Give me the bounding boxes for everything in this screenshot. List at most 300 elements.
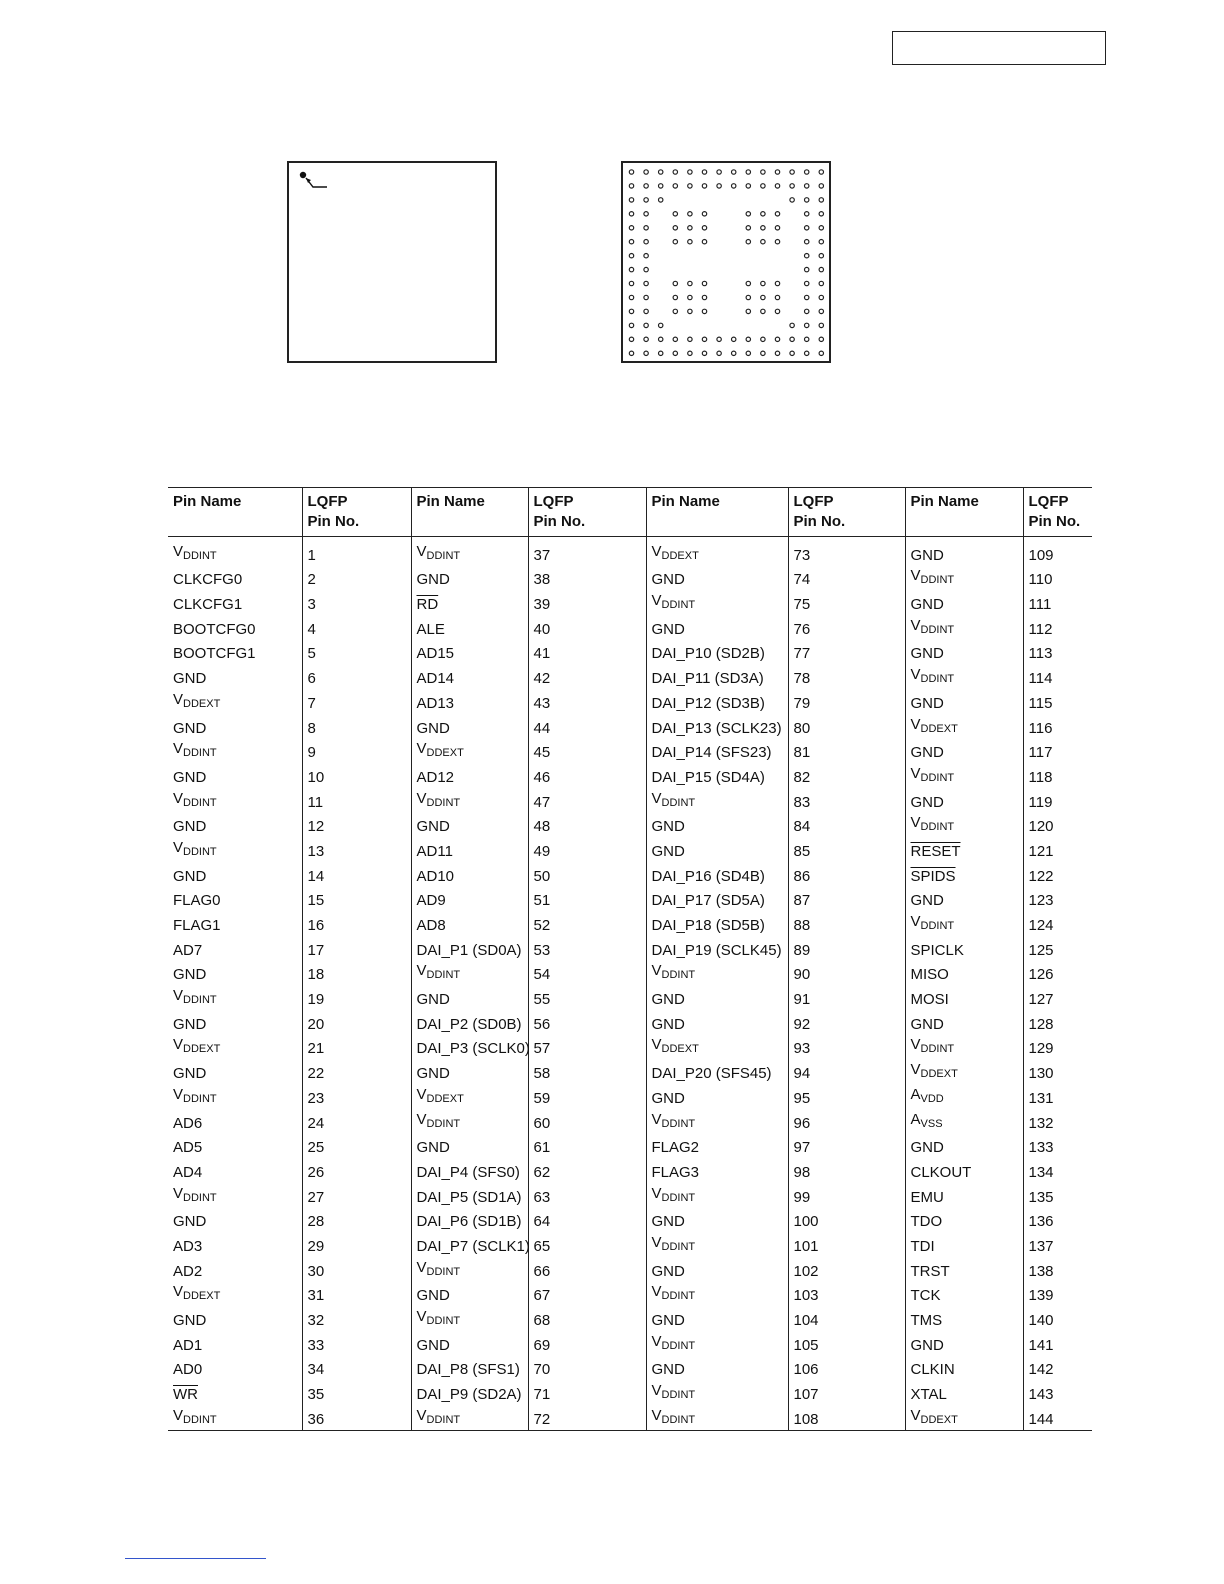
- pin-name-cell: $V_{DDINT}$: [173, 1184, 217, 1204]
- ball: [644, 323, 648, 327]
- pin-name-cell: AD7: [173, 941, 203, 959]
- ball: [790, 351, 794, 355]
- pin-number-cell: 36: [302, 1405, 411, 1430]
- table-row: [168, 763, 1092, 788]
- pin-name-cell: $A_{VSS}$: [905, 1109, 1023, 1134]
- pin-number-cell: 137: [1023, 1232, 1092, 1257]
- table-row: [168, 1134, 1092, 1159]
- table-row: [168, 788, 1092, 813]
- ball: [659, 337, 663, 341]
- pin-name-cell: GND: [905, 640, 1023, 665]
- pin-number-cell: 139: [1023, 1282, 1092, 1307]
- ball: [673, 295, 677, 299]
- pin-number-cell: 91: [788, 985, 905, 1010]
- pin-number-cell: 112: [1023, 615, 1092, 640]
- ball: [644, 267, 648, 271]
- pin-name-cell: AD6: [173, 1114, 203, 1132]
- pin-number-cell: 31: [302, 1282, 411, 1307]
- ball: [629, 281, 633, 285]
- pin-name-cell: $V_{DDINT}$: [646, 1331, 788, 1356]
- pin-number-cell: 56: [528, 1010, 646, 1035]
- pin-name-cell: $V_{DDEXT}$: [646, 537, 788, 566]
- ball: [775, 337, 779, 341]
- pin-number-cell: 73: [788, 537, 905, 566]
- pin-number-cell: 11: [302, 788, 411, 813]
- pin-number-cell: 26: [302, 1158, 411, 1183]
- pin-name-cell: $V_{DDINT}$: [411, 788, 528, 813]
- pin-name-cell: XTAL: [905, 1380, 1023, 1405]
- ball: [644, 281, 648, 285]
- pin-name-cell: FLAG1: [173, 917, 221, 934]
- pin-name-cell: $V_{DDINT}$: [646, 1380, 788, 1405]
- pin-number-cell: 121: [1023, 837, 1092, 862]
- pin-name-cell: CLKOUT: [905, 1158, 1023, 1183]
- ball: [644, 351, 648, 355]
- pin-name-cell: GND: [411, 985, 528, 1010]
- table-row: [168, 1405, 1092, 1430]
- pin-number-cell: 52: [528, 911, 646, 936]
- table-row: [168, 1208, 1092, 1233]
- ball: [644, 226, 648, 230]
- pin-name-cell: GND: [173, 670, 207, 688]
- pin-number-cell: 125: [1023, 936, 1092, 961]
- ball: [673, 170, 677, 174]
- table-row: [168, 1356, 1092, 1381]
- pin-number-cell: 32: [302, 1306, 411, 1331]
- pin-name-cell: AD15: [411, 640, 528, 665]
- pin-name-cell: $V_{DDEXT}$: [646, 1035, 788, 1060]
- pin-name-cell: AD12: [411, 763, 528, 788]
- ball: [790, 184, 794, 188]
- ball: [629, 254, 633, 258]
- ball: [732, 351, 736, 355]
- ball: [732, 337, 736, 341]
- ball: [805, 351, 809, 355]
- table-row: [168, 1380, 1092, 1405]
- pin-number-cell: 107: [788, 1380, 905, 1405]
- pin-name-cell: $V_{DDINT}$: [411, 1405, 528, 1430]
- header-line2: Pin No.: [307, 513, 360, 530]
- header-line1: LQFP: [307, 493, 348, 510]
- pin-name-cell: GND: [905, 537, 1023, 566]
- pin-name-cell: $V_{DDINT}$: [411, 1257, 528, 1282]
- ball: [688, 295, 692, 299]
- ball: [702, 240, 706, 244]
- table-row: [168, 566, 1092, 591]
- pin-number-cell: 87: [788, 887, 905, 912]
- table-row: [168, 714, 1092, 739]
- pin-number-cell: 3: [302, 590, 411, 615]
- pin-name-cell: $V_{DDINT}$: [411, 1109, 528, 1134]
- table-row: [168, 862, 1092, 887]
- pin-number-cell: 20: [302, 1010, 411, 1035]
- table-row: [168, 961, 1092, 986]
- pin-name-cell: GND: [173, 966, 207, 984]
- pin-name-cell: RESET: [905, 837, 1023, 862]
- pin-number-cell: 131: [1023, 1084, 1092, 1109]
- pin-name-cell: $V_{DDINT}$: [173, 987, 217, 1007]
- ball: [644, 184, 648, 188]
- pin-number-cell: 103: [788, 1282, 905, 1307]
- pin-name-cell: DAI_P17 (SD5A): [646, 887, 788, 912]
- pin-name-cell: DAI_P4 (SFS0): [411, 1158, 528, 1183]
- pin-name-cell: GND: [411, 1134, 528, 1159]
- pin-number-cell: 96: [788, 1109, 905, 1134]
- pin-name-cell: GND: [173, 1312, 207, 1329]
- table-row: [168, 813, 1092, 838]
- ball: [819, 267, 823, 271]
- pin-name-cell: GND: [905, 590, 1023, 615]
- table-row: [168, 1331, 1092, 1356]
- table-row: [168, 911, 1092, 936]
- pin-name-cell: $V_{DDEXT}$: [173, 1283, 221, 1303]
- ball: [702, 226, 706, 230]
- ball: [790, 198, 794, 202]
- pin-number-cell: 54: [528, 961, 646, 986]
- pin-number-cell: 50: [528, 862, 646, 887]
- ball: [688, 184, 692, 188]
- ball: [775, 351, 779, 355]
- pin-name-cell: BOOTCFG0: [173, 620, 256, 638]
- pin-name-cell: GND: [646, 1257, 788, 1282]
- pin-name-cell: $V_{DDINT}$: [173, 542, 217, 562]
- pin-name-cell: EMU: [905, 1183, 1023, 1208]
- pin-name-cell: DAI_P7 (SCLK1): [411, 1232, 528, 1257]
- pin-number-cell: 130: [1023, 1059, 1092, 1084]
- ball: [819, 226, 823, 230]
- col-header-pin-name: [646, 488, 788, 537]
- pin-name-cell: FLAG3: [646, 1158, 788, 1183]
- pin-number-cell: 134: [1023, 1158, 1092, 1183]
- ball: [746, 240, 750, 244]
- pin-number-cell: 78: [788, 664, 905, 689]
- table-row: [168, 887, 1092, 912]
- pin-number-cell: 23: [302, 1084, 411, 1109]
- table-row: [168, 1059, 1092, 1084]
- pin-number-cell: 65: [528, 1232, 646, 1257]
- ball: [629, 226, 633, 230]
- col-header-lqfp-pin-no: [528, 488, 646, 537]
- bga-package-diagram: [621, 161, 831, 363]
- pin-name-cell: GND: [173, 719, 207, 737]
- ball: [629, 198, 633, 202]
- col-header-pin-name: [168, 488, 302, 537]
- pin-name-cell: TMS: [905, 1306, 1023, 1331]
- ball: [702, 351, 706, 355]
- pin-name-cell: GND: [411, 1059, 528, 1084]
- pin-name-cell: CLKIN: [905, 1356, 1023, 1381]
- pin-name-cell: $V_{DDINT}$: [646, 1109, 788, 1134]
- pin-name-cell: $V_{DDEXT}$: [411, 739, 528, 764]
- pin-name-cell: GND: [173, 1213, 207, 1231]
- footer-link-rule: [125, 1558, 266, 1559]
- pin-number-cell: 83: [788, 788, 905, 813]
- pin-number-cell: 120: [1023, 813, 1092, 838]
- ball: [629, 351, 633, 355]
- pin-number-cell: 144: [1023, 1405, 1092, 1430]
- pin-name-cell: GND: [905, 689, 1023, 714]
- ball: [746, 226, 750, 230]
- ball: [805, 267, 809, 271]
- ball: [659, 198, 663, 202]
- pin-name-cell: $\overline{WR}$: [173, 1386, 198, 1404]
- pin-number-cell: 58: [528, 1059, 646, 1084]
- pin-number-cell: 64: [528, 1208, 646, 1233]
- ball: [819, 184, 823, 188]
- pin-number-cell: 100: [788, 1208, 905, 1233]
- pin-number-cell: 21: [302, 1035, 411, 1060]
- pin-name-cell: $V_{DDINT}$: [905, 615, 1023, 640]
- table-row: [168, 936, 1092, 961]
- pin-number-cell: 15: [302, 887, 411, 912]
- ball: [775, 212, 779, 216]
- ball: [819, 254, 823, 258]
- pin-number-cell: 62: [528, 1158, 646, 1183]
- pin-number-cell: 42: [528, 664, 646, 689]
- pin-number-cell: 88: [788, 911, 905, 936]
- pin-name-cell: $A_{VDD}$: [905, 1084, 1023, 1109]
- ball: [761, 240, 765, 244]
- pin-list-table: [168, 487, 1092, 1431]
- pin-number-cell: 89: [788, 936, 905, 961]
- pin-number-cell: 16: [302, 911, 411, 936]
- pin-number-cell: 113: [1023, 640, 1092, 665]
- ball: [805, 337, 809, 341]
- pin-number-cell: 79: [788, 689, 905, 714]
- ball: [629, 170, 633, 174]
- table-row: [168, 640, 1092, 665]
- header-line1: Pin Name: [173, 493, 242, 510]
- ball: [819, 337, 823, 341]
- pin-name-cell: $V_{DDINT}$: [168, 1405, 302, 1430]
- pin-number-cell: 127: [1023, 985, 1092, 1010]
- table-row: [168, 1306, 1092, 1331]
- col-header-lqfp-pin-no: [788, 488, 905, 537]
- pin-number-cell: 24: [302, 1109, 411, 1134]
- pin-number-cell: 86: [788, 862, 905, 887]
- pin-number-cell: 19: [302, 985, 411, 1010]
- ball: [659, 184, 663, 188]
- ball: [819, 295, 823, 299]
- pin-name-cell: CLKCFG1: [173, 596, 243, 614]
- ball: [644, 337, 648, 341]
- pin-number-cell: 97: [788, 1134, 905, 1159]
- pin-number-cell: 35: [302, 1380, 411, 1405]
- pin-number-cell: 33: [302, 1331, 411, 1356]
- pin-name-cell: GND: [173, 1015, 207, 1033]
- pin-number-cell: 109: [1023, 537, 1092, 566]
- pin-number-cell: 105: [788, 1331, 905, 1356]
- ball: [688, 170, 692, 174]
- ball: [805, 254, 809, 258]
- pin-name-cell: $V_{DDINT}$: [905, 566, 1023, 591]
- pin-number-cell: 38: [528, 566, 646, 591]
- pin-number-cell: 46: [528, 763, 646, 788]
- pin-number-cell: 66: [528, 1257, 646, 1282]
- ball: [819, 240, 823, 244]
- pin-number-cell: 17: [302, 936, 411, 961]
- pin-number-cell: 129: [1023, 1035, 1092, 1060]
- pin-number-cell: 71: [528, 1380, 646, 1405]
- ball: [717, 351, 721, 355]
- pin-number-cell: 132: [1023, 1109, 1092, 1134]
- pin-number-cell: 5: [302, 640, 411, 665]
- pin-number-cell: 117: [1023, 739, 1092, 764]
- col-header-pin-name: [905, 488, 1023, 537]
- pin-number-cell: 110: [1023, 566, 1092, 591]
- pin-number-cell: 92: [788, 1010, 905, 1035]
- ball: [673, 226, 677, 230]
- pin-name-cell: SPICLK: [905, 936, 1023, 961]
- pin-name-cell: GND: [905, 1010, 1023, 1035]
- pin-number-cell: 128: [1023, 1010, 1092, 1035]
- ball: [673, 309, 677, 313]
- pin-number-cell: 81: [788, 739, 905, 764]
- pin-number-cell: 95: [788, 1084, 905, 1109]
- ball: [805, 309, 809, 313]
- header-line1: LQFP: [533, 493, 574, 510]
- ball: [673, 240, 677, 244]
- ball: [629, 240, 633, 244]
- pin-number-cell: 55: [528, 985, 646, 1010]
- ball: [775, 309, 779, 313]
- ball: [702, 309, 706, 313]
- pin-name-cell: AD14: [411, 664, 528, 689]
- ball: [761, 281, 765, 285]
- pin-number-cell: 60: [528, 1109, 646, 1134]
- pin-number-cell: 27: [302, 1183, 411, 1208]
- ball: [717, 170, 721, 174]
- ball: [805, 281, 809, 285]
- pin-name-cell: $V_{DDEXT}$: [173, 690, 221, 710]
- pin-number-cell: 25: [302, 1134, 411, 1159]
- ball: [717, 184, 721, 188]
- pin-name-cell: $V_{DDINT}$: [173, 1085, 217, 1105]
- pin-name-cell: $V_{DDINT}$: [905, 911, 1023, 936]
- header-label-box: [892, 31, 1106, 65]
- header-line1: Pin Name: [416, 493, 485, 510]
- ball: [629, 323, 633, 327]
- ball: [746, 184, 750, 188]
- ball: [761, 309, 765, 313]
- ball-grid: [623, 163, 829, 361]
- header-line1: Pin Name: [651, 493, 720, 510]
- pin-name-cell: DAI_P18 (SD5B): [646, 911, 788, 936]
- ball: [702, 337, 706, 341]
- table-row: [168, 837, 1092, 862]
- ball: [688, 240, 692, 244]
- pin-number-cell: 119: [1023, 788, 1092, 813]
- pin-number-cell: 102: [788, 1257, 905, 1282]
- pin-name-cell: GND: [646, 566, 788, 591]
- pin-number-cell: 84: [788, 813, 905, 838]
- table-row: [168, 1183, 1092, 1208]
- pin-number-cell: 28: [302, 1208, 411, 1233]
- ball: [732, 170, 736, 174]
- ball: [629, 184, 633, 188]
- pin-name-cell: AD11: [411, 837, 528, 862]
- pin-number-cell: 99: [788, 1183, 905, 1208]
- pin-number-cell: 9: [302, 739, 411, 764]
- pin-number-cell: 29: [302, 1232, 411, 1257]
- ball: [746, 212, 750, 216]
- pin-name-cell: GND: [646, 985, 788, 1010]
- pin-name-cell: DAI_P8 (SFS1): [411, 1356, 528, 1381]
- ball: [775, 170, 779, 174]
- ball: [673, 281, 677, 285]
- pin-name-cell: FLAG2: [646, 1134, 788, 1159]
- pin-number-cell: 7: [302, 689, 411, 714]
- pin-name-cell: SPIDS: [905, 862, 1023, 887]
- table-row: [168, 689, 1092, 714]
- pin-number-cell: 122: [1023, 862, 1092, 887]
- ball: [702, 212, 706, 216]
- pin-number-cell: 67: [528, 1282, 646, 1307]
- pin-number-cell: 94: [788, 1059, 905, 1084]
- pin-name-cell: $V_{DDINT}$: [646, 1183, 788, 1208]
- ball: [775, 184, 779, 188]
- ball: [761, 184, 765, 188]
- ball: [746, 351, 750, 355]
- ball: [819, 309, 823, 313]
- ball: [819, 170, 823, 174]
- table-row: [168, 1158, 1092, 1183]
- pin-name-cell: GND: [173, 867, 207, 885]
- pin-name-cell: $V_{DDINT}$: [173, 838, 217, 858]
- pin-name-cell: DAI_P5 (SD1A): [411, 1183, 528, 1208]
- pin-name-cell: GND: [905, 1331, 1023, 1356]
- pin-number-cell: 114: [1023, 664, 1092, 689]
- pin-number-cell: 111: [1023, 590, 1092, 615]
- ball: [805, 198, 809, 202]
- ball: [746, 281, 750, 285]
- pin-name-cell: $V_{DDEXT}$: [411, 1084, 528, 1109]
- pin-number-cell: 141: [1023, 1331, 1092, 1356]
- ball: [688, 351, 692, 355]
- pin-name-cell: DAI_P3 (SCLK0): [411, 1035, 528, 1060]
- pin-name-cell: AD5: [173, 1139, 203, 1157]
- table-row: [168, 1010, 1092, 1035]
- pin-number-cell: 4: [302, 615, 411, 640]
- pin-number-cell: 48: [528, 813, 646, 838]
- pin-number-cell: 143: [1023, 1380, 1092, 1405]
- pin-number-cell: 51: [528, 887, 646, 912]
- ball: [819, 198, 823, 202]
- ball: [644, 240, 648, 244]
- pin-number-cell: 116: [1023, 714, 1092, 739]
- pin-name-cell: MOSI: [905, 985, 1023, 1010]
- ball: [673, 184, 677, 188]
- pin-number-cell: 142: [1023, 1356, 1092, 1381]
- pin-number-cell: 44: [528, 714, 646, 739]
- pin-number-cell: 8: [302, 714, 411, 739]
- pin-name-cell: DAI_P11 (SD3A): [646, 664, 788, 689]
- pin-name-cell: DAI_P19 (SCLK45): [646, 936, 788, 961]
- ball: [702, 295, 706, 299]
- pin-number-cell: 43: [528, 689, 646, 714]
- ball: [746, 337, 750, 341]
- pin-number-cell: 40: [528, 615, 646, 640]
- ball: [688, 212, 692, 216]
- table-row: [168, 985, 1092, 1010]
- pin-name-cell: GND: [646, 1084, 788, 1109]
- header-line1: LQFP: [793, 493, 834, 510]
- pin-name-cell: GND: [905, 788, 1023, 813]
- pin-name-cell: GND: [646, 837, 788, 862]
- pin-number-cell: 76: [788, 615, 905, 640]
- pin-number-cell: 115: [1023, 689, 1092, 714]
- pin-name-cell: $V_{DDINT}$: [646, 1405, 788, 1430]
